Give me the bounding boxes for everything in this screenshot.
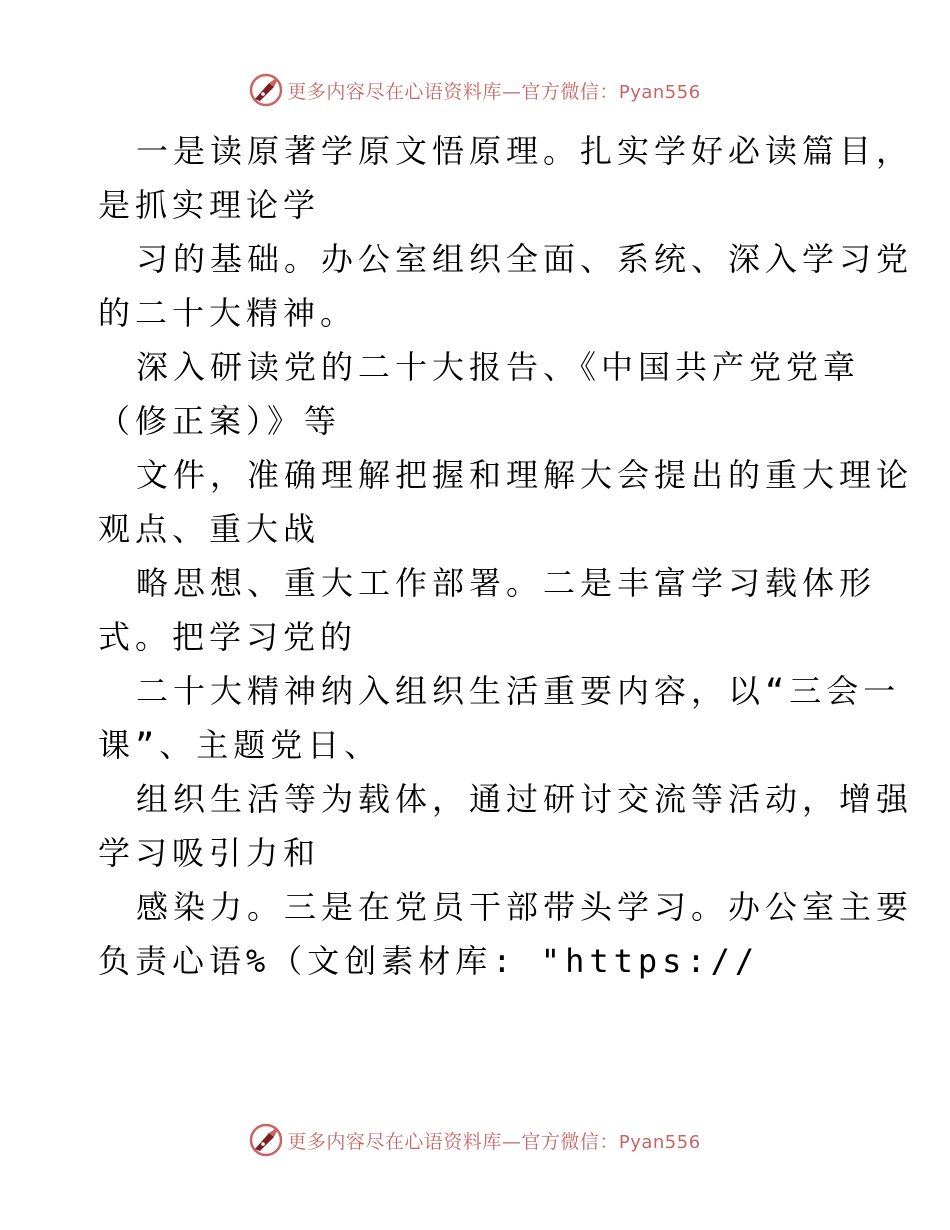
header-watermark [0, 70, 950, 110]
pen-nib-logo-icon [249, 73, 283, 107]
text-line: 深入研读党的二十大报告、《中国共产党党章 [136, 348, 861, 386]
text-line: 二十大精神纳入组织生活重要内容，以“三会一 [136, 672, 901, 710]
watermark-id: Pyan556 [618, 1131, 701, 1153]
text-line: 负责心语%（文创素材库: "https:// [98, 942, 760, 980]
watermark-text: 更多内容尽在心语资料库—官方微信： [287, 1130, 619, 1153]
text-line: （修正案）》等 [98, 402, 342, 440]
text-line: 略思想、重大工作部署。二是丰富学习载体形 [136, 564, 877, 602]
text-line: 学习吸引力和 [98, 834, 321, 872]
text-line: 组织生活等为载体，通过研讨交流等活动，增强 [136, 780, 914, 818]
text-line: 是抓实理论学 [98, 186, 321, 224]
footer-watermark [0, 1120, 950, 1160]
watermark-text: 更多内容尽在心语资料库—官方微信： [287, 80, 619, 103]
text-line: 文件，准确理解把握和理解大会提出的重大理论 [136, 456, 914, 494]
text-line: 观点、重大战 [98, 510, 321, 548]
text-line: 感染力。三是在党员干部带头学习。办公室主要 [136, 888, 914, 926]
watermark-id: Pyan556 [618, 81, 701, 103]
pen-nib-logo-icon [249, 1123, 283, 1157]
text-line: 习的基础。办公室组织全面、系统、深入学习党 [136, 240, 914, 278]
document-body [98, 124, 914, 988]
text-line: 的二十大精神。 [98, 294, 358, 332]
text-line: 式。把学习党的 [98, 618, 358, 656]
text-line: 课”、主题党日、 [98, 726, 382, 764]
text-line: 一是读原著学原文悟原理。扎实学好必读篇目， [136, 132, 914, 170]
